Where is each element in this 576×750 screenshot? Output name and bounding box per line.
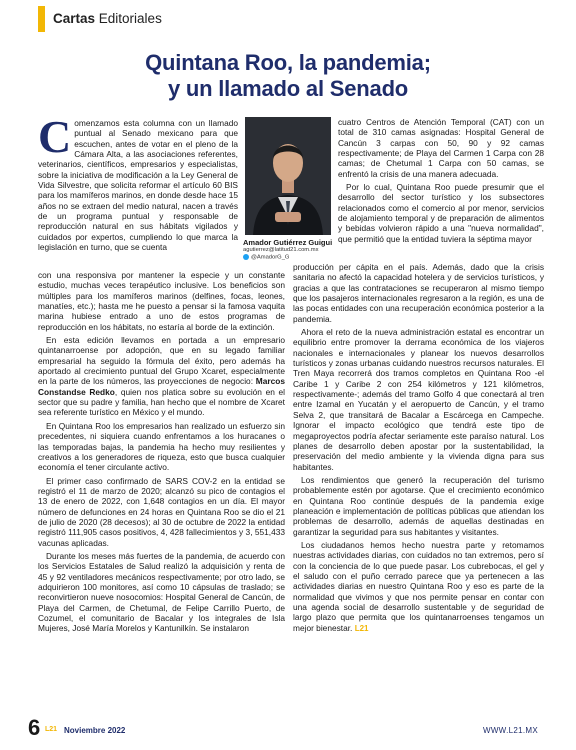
interviewee-name: Marcos Constandse Redko (38, 376, 285, 397)
paragraph-3: En Quintana Roo los empresarios han realizado un esfuerzo sin precedentes, ni siquiera cuando enfrentamos a los huracanes o las temporadas bajas, la pandemia ha hecho muy resilientes y creativos a los generadores de riqueza, esto que busca cualquier economía el tener circulante activo. (38, 420, 285, 473)
end-mark-logo: L21 (354, 623, 369, 633)
article-column-left (38, 270, 285, 637)
author-name: Amador Gutiérrez Guigui (243, 238, 333, 247)
website-link[interactable]: WWW.L21.MX (482, 726, 538, 735)
paragraph-4: El primer caso confirmado de SARS COV-2 en la entidad se registró el 11 de marzo de 2020; alcanzó su pico de contagios el 13 de enero de 2022, con 1,648 contagios en un día. El mayor número de defunciones en 24 horas en Quintana Roo se dio el 21 de julio de 2020 (28 decesos); al 30 de octubre de 2022 la entidad registró 111,905 casos positivos, 4, 428 fallecimientos y 3, 551,433 vacunas aplicadas. (38, 475, 285, 548)
issue-date: Noviembre 2022 (64, 726, 126, 735)
paragraph-1-start: omenzamos esta columna con un llamado puntual al Senado mexicano para que escuchen, antes de votar en el pleno de la Cámara Alta, a las asociaciones referentes, veterinarios, científicos, empresarios y especialistas, sobre la iniciativa de modificación a la Ley General de Vida Silvestre, que solicita reformar el artículo 60 BIS para los mamíferos marinos, en donde desde hace 15 años no se extraen del medio natural, nacen a través de un programa puntual y responsable de reproducción natural en sus hábitats vigilados y cuidados por expertos, cumpliendo lo que marca la legislación en turno, que se cuenta (38, 118, 238, 253)
section-label: Cartas Editoriales (53, 11, 162, 26)
paragraph-6-end: producción per cápita en el país. Además, dado que la crisis sanitaria no afectó la capacidad hotelera y de servicios turísticos, y gracias a que las contrataciones se recuperaron al mismo tiempo que los pasajeros internacionales regresaron a la región, es una de las pocas entidades con una recuperación económica posterior a la pandemia. (293, 262, 544, 324)
page-number: 6 (28, 715, 41, 740)
paragraph-8: Los rendimientos que generó la recuperación del turismo probablemente estén por agotarse. Que el crecimiento económico en Quintana Roo continúe después de la pandemia exige planeación e implementación de políticas públicas que atiendan los problemas de desarrollo, además de aquellas destinadas en garantizar la seguridad para sus habitantes y visitantes. (293, 474, 544, 537)
author-photo (245, 117, 331, 235)
paragraph-5-continued: cuatro Centros de Atención Temporal (CAT) con un total de 310 camas asignadas: Hospital General de Cancún 3 carpas con 50, 90 y 92 camas respectivamente; de Playa del Carmen 1 Carpa con 28 camas; de Chetumal 1 Carpa con 50 camas, se enfrentó la crisis de una manera adecuada. (338, 117, 544, 179)
article-column-left-top (38, 111, 238, 253)
drop-cap: C (38, 111, 72, 162)
article-title (60, 50, 516, 102)
author-twitter[interactable]: @AmadorG_G (243, 254, 338, 261)
article-column-right-top (338, 117, 544, 247)
paragraph-5: Durante los meses más fuertes de la pandemia, de acuerdo con los Servicios Estatales de Salud realizó la adquisición y renta de 45 y 92 ventiladores mecánicos respectivamente; por otro lado, se adquirieron 100 monitores, así como 10 cápsulas de traslado; se reconvirtieron nueve nosocomios: Hospital General de Cancún, de Playa del Carmen, de Chetumal, de Felipe Carrillo Puerto, de Cozumel, el comunitario de Bacalar y los integrales de Isla Mujeres, José María Morelos y Kantunilkín. Se instalaron (38, 550, 285, 634)
title-line-2: y un llamado al Senado (167, 76, 409, 101)
section-accent-bar (38, 6, 45, 32)
paragraph-7: Ahora el reto de la nueva administración estatal es encontrar un equilibrio entre promover la derrama económica de los viajeros nacionales e internacionales y planear los nuevos desarrollos turísticos y zonas urbanas cuidando nuestros recursos naturales. El Tren Maya recorrerá dos tramos completos en Quintana Roo -el Caribe 1 y Caribe 2 con 254 kilómetros y 121 kilómetros, respectivamente-; además del tramo Golfo 4 que conectará al tren entre Izamal en Yucatán y el aeropuerto de Cancún, y el tramo Selva 2, que transitará de Bacalar a Escárcega en Campeche. Ignorar el impacto ecológico que tendrá este tipo de megaproyectos podría afectar seriamente este paraíso natural. Los planes de desarrollo deben apostar por la sustentabilidad, la preservación del medio ambiente y la vivienda digna para sus habitantes. (293, 327, 544, 472)
footer-logo: L21 (45, 726, 58, 733)
paragraph-6-start: Por lo cual, Quintana Roo puede presumir que el desarrollo del sector turístico y los subsectores relacionados como el comercio al por menor, servicios de alojamiento temporal y de preparación de alimentos y bebidas volvieron rápido a una "nueva normalidad", que permitió que la entidad tuviera la séptima mayor (338, 182, 544, 244)
author-email[interactable]: agutierrez@latitud21.com.mx (243, 247, 319, 253)
twitter-icon (243, 254, 249, 260)
paragraph-1-end: con una responsiva por mantener la especie y un constante estudio, muchas veces terapéutico inclusive. Los beneficios son múltiples para los mamíferos marinos (delfines, focas, leones, manatíes, etc.); hasta me he puesto a pensar si la famosa vaquita marina hubiese entrado a uno de estos programas de reproducción en los hábitats, no estaría al borde de la extinción. (38, 270, 285, 332)
paragraph-2: En esta edición llevamos en portada a un empresario quintanarroense por adopción, que en su legado familiar empresarial ha seguido la fórmula del éxito, pero además ha aportado al crecimiento puntual del Grupo Xcaret, especialmente en la parte de los números, las proyecciones de negocio: Marcos Constandse Redko, quien nos platica sobre su evolución en el sector que su padre y familia, han hecho que el nombre de Xcaret sea referente turístico en México y el mundo. (38, 335, 285, 418)
paragraph-9: Los ciudadanos hemos hecho nuestra parte y retomamos nuestras actividades diarias, con cuidados no tan extremos, pero sí con la conciencia de lo que puede pasar. Los cubrebocas, el gel y el saludo con el puño cerrado parece que ya pertenecen a las actividades diarias en nuestro Quintana Roo y eso es parte de la normalidad que vivimos y que nos permite pensar en contar con una agenda social de desarrollo sustentable y de seguridad de largo plazo que permita que los quintanarroenses tengamos un mejor bienestar. L21 (293, 539, 544, 633)
article-column-right (293, 262, 544, 637)
title-line-1: Quintana Roo, la pandemia; (145, 50, 431, 75)
